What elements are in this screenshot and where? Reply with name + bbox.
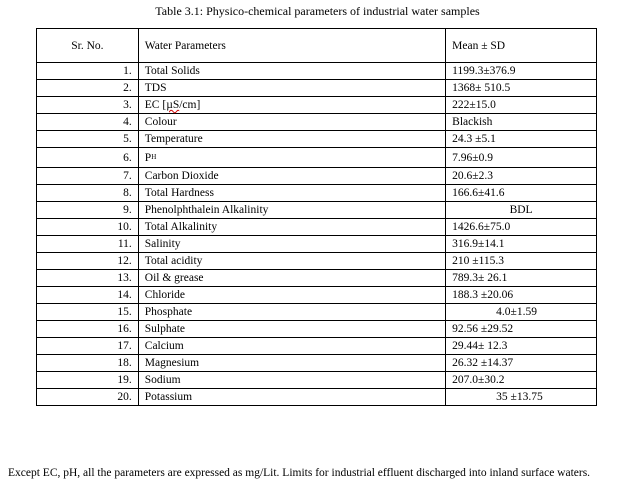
row-parameter: Potassium — [138, 389, 445, 406]
row-number: 12. — [37, 253, 139, 270]
row-parameter — [138, 148, 445, 168]
row-number: 18. — [37, 355, 139, 372]
row-number: 15. — [37, 304, 139, 321]
row-number: 6. — [37, 148, 139, 168]
row-number: 19. — [37, 372, 139, 389]
table-row — [37, 63, 597, 80]
row-value: 1426.6±75.0 — [446, 219, 597, 236]
row-parameter: Total acidity — [138, 253, 445, 270]
row-parameter: Chloride — [138, 287, 445, 304]
table-row — [37, 253, 597, 270]
table-row — [37, 304, 597, 321]
row-number: 20. — [37, 389, 139, 406]
table-caption: Table 3.1: Physico-chemical parameters of industrial water samples — [155, 4, 480, 18]
row-parameter: Temperature — [138, 131, 445, 148]
row-parameter: Total Hardness — [138, 185, 445, 202]
ph-superscript: H — [151, 152, 157, 161]
row-parameter — [138, 97, 445, 114]
parameters-table — [36, 28, 597, 406]
table-row — [37, 80, 597, 97]
row-number: 3. — [37, 97, 139, 114]
table-row — [37, 355, 597, 372]
row-value: 207.0±30.2 — [446, 372, 597, 389]
table-row — [37, 185, 597, 202]
row-value: 210 ±115.3 — [446, 253, 597, 270]
table-row — [37, 270, 597, 287]
footnote: Except EC, pH, all the parameters are expressed as mg/Lit. Limits for industrial effluent discharged into inland surface waters. — [8, 467, 591, 479]
table-row — [37, 219, 597, 236]
table-row — [37, 131, 597, 148]
table-header-row — [37, 29, 597, 63]
row-parameter: Magnesium — [138, 355, 445, 372]
row-value: BDL — [446, 202, 597, 219]
row-parameter: Phosphate — [138, 304, 445, 321]
row-number: 8. — [37, 185, 139, 202]
table-row — [37, 287, 597, 304]
header-mean-sd: Mean ± SD — [446, 29, 597, 63]
row-parameter: Sodium — [138, 372, 445, 389]
row-number: 2. — [37, 80, 139, 97]
row-parameter: Total Solids — [138, 63, 445, 80]
row-value: 35 ±13.75 — [446, 389, 597, 406]
table-row — [37, 97, 597, 114]
row-value: 7.96±0.9 — [446, 148, 597, 168]
row-value: 26.32 ±14.37 — [446, 355, 597, 372]
row-value: 1368± 510.5 — [446, 80, 597, 97]
row-parameter: Colour — [138, 114, 445, 131]
table-row — [37, 114, 597, 131]
row-value: 316.9±14.1 — [446, 236, 597, 253]
row-value: 29.44± 12.3 — [446, 338, 597, 355]
row-number: 11. — [37, 236, 139, 253]
row-number: 1. — [37, 63, 139, 80]
table-row — [37, 148, 597, 168]
row-parameter: Oil & grease — [138, 270, 445, 287]
table-row — [37, 168, 597, 185]
row-parameter-text: EC [µS/cm] — [144, 99, 201, 111]
table-row — [37, 236, 597, 253]
table-row — [37, 389, 597, 406]
row-value: 92.56 ±29.52 — [446, 321, 597, 338]
row-parameter: Calcium — [138, 338, 445, 355]
row-parameter: Salinity — [138, 236, 445, 253]
row-parameter: Phenolphthalein Alkalinity — [138, 202, 445, 219]
row-number: 5. — [37, 131, 139, 148]
header-water-parameters: Water Parameters — [138, 29, 445, 63]
ph-base: P — [144, 151, 152, 164]
row-value: Blackish — [446, 114, 597, 131]
row-parameter: Sulphate — [138, 321, 445, 338]
table-row — [37, 338, 597, 355]
spellcheck-underline: µS — [166, 99, 180, 111]
row-number: 9. — [37, 202, 139, 219]
row-parameter: Total Alkalinity — [138, 219, 445, 236]
row-value: 24.3 ±5.1 — [446, 131, 597, 148]
row-value: 20.6±2.3 — [446, 168, 597, 185]
row-value: 222±15.0 — [446, 97, 597, 114]
row-number: 17. — [37, 338, 139, 355]
row-number: 4. — [37, 114, 139, 131]
table-row — [37, 202, 597, 219]
table-row — [37, 372, 597, 389]
row-value: 1199.3±376.9 — [446, 63, 597, 80]
table-row — [37, 321, 597, 338]
row-parameter: Carbon Dioxide — [138, 168, 445, 185]
row-value: 188.3 ±20.06 — [446, 287, 597, 304]
row-parameter: TDS — [138, 80, 445, 97]
row-number: 13. — [37, 270, 139, 287]
row-value: 166.6±41.6 — [446, 185, 597, 202]
row-number: 10. — [37, 219, 139, 236]
header-sr-no: Sr. No. — [37, 29, 139, 63]
row-number: 7. — [37, 168, 139, 185]
row-value: 4.0±1.59 — [446, 304, 597, 321]
row-number: 16. — [37, 321, 139, 338]
row-number: 14. — [37, 287, 139, 304]
row-value: 789.3± 26.1 — [446, 270, 597, 287]
